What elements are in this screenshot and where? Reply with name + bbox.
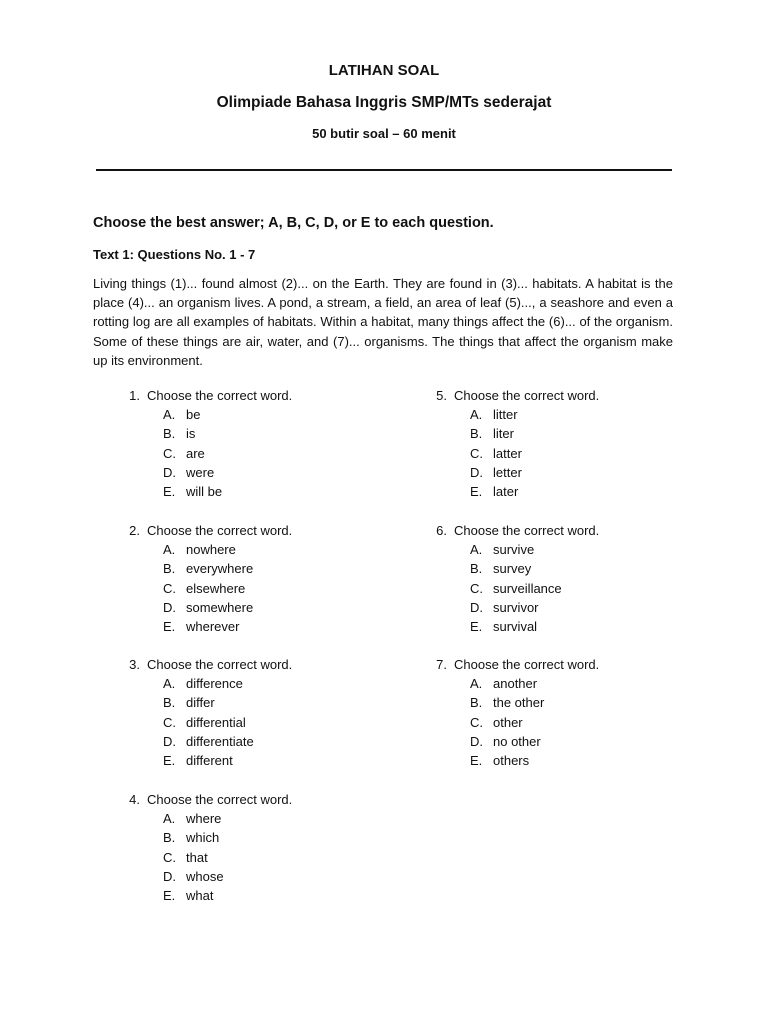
option-text: later — [493, 483, 519, 499]
option-text: be — [186, 407, 201, 423]
question-2 — [116, 521, 292, 636]
question-text: Choose the correct word. — [147, 792, 293, 807]
option-letter: C. — [163, 849, 176, 865]
option-text: survey — [493, 561, 532, 577]
option-letter: B. — [470, 426, 483, 442]
answer-option[interactable] — [423, 559, 599, 578]
reading-passage: Living things (1)... found almost (2)... on the Earth. They are found in (3)... habitats. A habitat is the place (4)... an organism lives. A pond, a stream, a field, an area of leaf (5)..., a seashore and even a rotting log are all examples of habitats. Within a habitat, many things affect the (6)... of the organism. Some of these things are air, water, and (7)... organisms. The things that affect the organism make up its environment. — [93, 276, 673, 368]
text-heading: Text 1: Questions No. 1 - 7 — [93, 247, 256, 262]
option-text: is — [186, 426, 196, 442]
answer-option[interactable] — [423, 579, 599, 598]
option-letter: D. — [470, 733, 483, 749]
question-text: Choose the correct word. — [147, 388, 293, 403]
answer-option[interactable] — [116, 424, 292, 443]
question-4 — [116, 790, 292, 905]
option-text: difference — [186, 676, 243, 692]
question-5 — [423, 386, 599, 501]
option-letter: E. — [470, 483, 483, 499]
answer-option[interactable] — [116, 579, 292, 598]
option-text: the other — [493, 695, 545, 711]
answer-option[interactable] — [116, 463, 292, 482]
option-text: nowhere — [186, 542, 236, 558]
answer-option[interactable] — [423, 598, 599, 617]
option-text: other — [493, 714, 523, 730]
option-letter: D. — [163, 733, 176, 749]
answer-option[interactable] — [116, 559, 292, 578]
question-1 — [116, 386, 292, 501]
option-letter: D. — [163, 599, 176, 615]
question-prompt — [116, 386, 292, 405]
question-prompt — [423, 386, 599, 405]
question-prompt — [423, 521, 599, 540]
answer-option[interactable] — [116, 617, 292, 636]
answer-option[interactable] — [116, 809, 292, 828]
answer-option[interactable] — [116, 444, 292, 463]
option-letter: E. — [163, 887, 176, 903]
option-letter: B. — [163, 426, 176, 442]
option-text: survive — [493, 542, 535, 558]
question-3 — [116, 655, 292, 770]
question-text: Choose the correct word. — [454, 388, 600, 403]
option-letter: E. — [163, 618, 176, 634]
option-text: which — [186, 830, 220, 846]
answer-option[interactable] — [116, 867, 292, 886]
answer-option[interactable] — [423, 482, 599, 501]
option-text: no other — [493, 733, 541, 749]
answer-option[interactable] — [423, 713, 599, 732]
document-subtitle: Olimpiade Bahasa Inggris SMP/MTs sederajat — [216, 94, 552, 111]
document-title: LATIHAN SOAL — [328, 62, 440, 79]
option-letter: E. — [163, 752, 176, 768]
option-letter: A. — [163, 542, 176, 558]
option-letter: E. — [470, 618, 483, 634]
answer-option[interactable] — [423, 463, 599, 482]
option-text: others — [493, 752, 530, 768]
option-letter: A. — [163, 676, 176, 692]
option-text: surveillance — [493, 580, 562, 596]
option-letter: C. — [163, 445, 176, 461]
question-number: 6. — [436, 523, 447, 538]
option-text: litter — [493, 407, 518, 423]
option-letter: D. — [163, 464, 176, 480]
question-text: Choose the correct word. — [454, 523, 600, 538]
answer-option[interactable] — [423, 674, 599, 693]
answer-option[interactable] — [116, 713, 292, 732]
option-text: where — [186, 811, 222, 827]
option-letter: D. — [470, 599, 483, 615]
option-text: are — [186, 445, 205, 461]
answer-option[interactable] — [423, 405, 599, 424]
question-text: Choose the correct word. — [454, 657, 600, 672]
option-text: differential — [186, 714, 246, 730]
option-letter: A. — [470, 676, 483, 692]
option-text: differ — [186, 695, 215, 711]
option-text: another — [493, 676, 538, 692]
option-text: liter — [493, 426, 514, 442]
question-number: 4. — [129, 792, 140, 807]
option-letter: A. — [470, 407, 483, 423]
answer-option[interactable] — [116, 674, 292, 693]
question-7 — [423, 655, 599, 770]
question-text: Choose the correct word. — [147, 657, 293, 672]
option-letter: B. — [163, 695, 176, 711]
option-text: differentiate — [186, 733, 254, 749]
answer-option[interactable] — [423, 617, 599, 636]
option-text: survival — [493, 618, 538, 634]
option-text: different — [186, 752, 233, 768]
option-text: will be — [186, 483, 223, 499]
option-text: somewhere — [186, 599, 254, 615]
answer-option[interactable] — [116, 693, 292, 712]
answer-option[interactable] — [116, 405, 292, 424]
answer-option[interactable] — [116, 732, 292, 751]
question-prompt — [423, 655, 599, 674]
option-text: everywhere — [186, 561, 254, 577]
option-letter: B. — [470, 561, 483, 577]
option-letter: B. — [163, 561, 176, 577]
question-text: Choose the correct word. — [147, 523, 293, 538]
option-text: survivor — [493, 599, 539, 615]
answer-option[interactable] — [423, 444, 599, 463]
answer-option[interactable] — [423, 424, 599, 443]
option-letter: A. — [163, 407, 176, 423]
answer-option[interactable] — [423, 751, 599, 770]
option-letter: C. — [163, 714, 176, 730]
answer-option[interactable] — [423, 693, 599, 712]
question-6 — [423, 521, 599, 636]
answer-option[interactable] — [423, 540, 599, 559]
exam-meta: 50 butir soal – 60 menit — [312, 126, 456, 141]
option-letter: A. — [163, 811, 176, 827]
option-letter: B. — [470, 695, 483, 711]
option-letter: A. — [470, 542, 483, 558]
option-letter: C. — [470, 714, 483, 730]
option-letter: D. — [470, 464, 483, 480]
option-letter: E. — [163, 483, 176, 499]
question-prompt — [116, 521, 292, 540]
option-text: elsewhere — [186, 580, 246, 596]
header-divider — [96, 169, 672, 171]
option-letter: E. — [470, 752, 483, 768]
question-number: 1. — [129, 388, 140, 403]
question-number: 5. — [436, 388, 447, 403]
option-text: were — [186, 464, 215, 480]
option-text: wherever — [186, 618, 240, 634]
option-letter: C. — [470, 580, 483, 596]
answer-option[interactable] — [116, 598, 292, 617]
option-letter: D. — [163, 868, 176, 884]
option-text: that — [186, 849, 208, 865]
question-number: 7. — [436, 657, 447, 672]
answer-option[interactable] — [116, 540, 292, 559]
instruction: Choose the best answer; A, B, C, D, or E to each question. — [93, 215, 494, 231]
question-number: 3. — [129, 657, 140, 672]
answer-option[interactable] — [423, 732, 599, 751]
question-number: 2. — [129, 523, 140, 538]
option-letter: B. — [163, 830, 176, 846]
answer-option[interactable] — [116, 886, 292, 905]
option-text: what — [186, 887, 214, 903]
question-prompt — [116, 790, 292, 809]
option-letter: C. — [163, 580, 176, 596]
option-letter: C. — [470, 445, 483, 461]
answer-option[interactable] — [116, 828, 292, 847]
option-text: letter — [493, 464, 522, 480]
option-text: latter — [493, 445, 522, 461]
question-prompt — [116, 655, 292, 674]
option-text: whose — [186, 868, 224, 884]
answer-option[interactable] — [116, 482, 292, 501]
answer-option[interactable] — [116, 751, 292, 770]
answer-option[interactable] — [116, 848, 292, 867]
